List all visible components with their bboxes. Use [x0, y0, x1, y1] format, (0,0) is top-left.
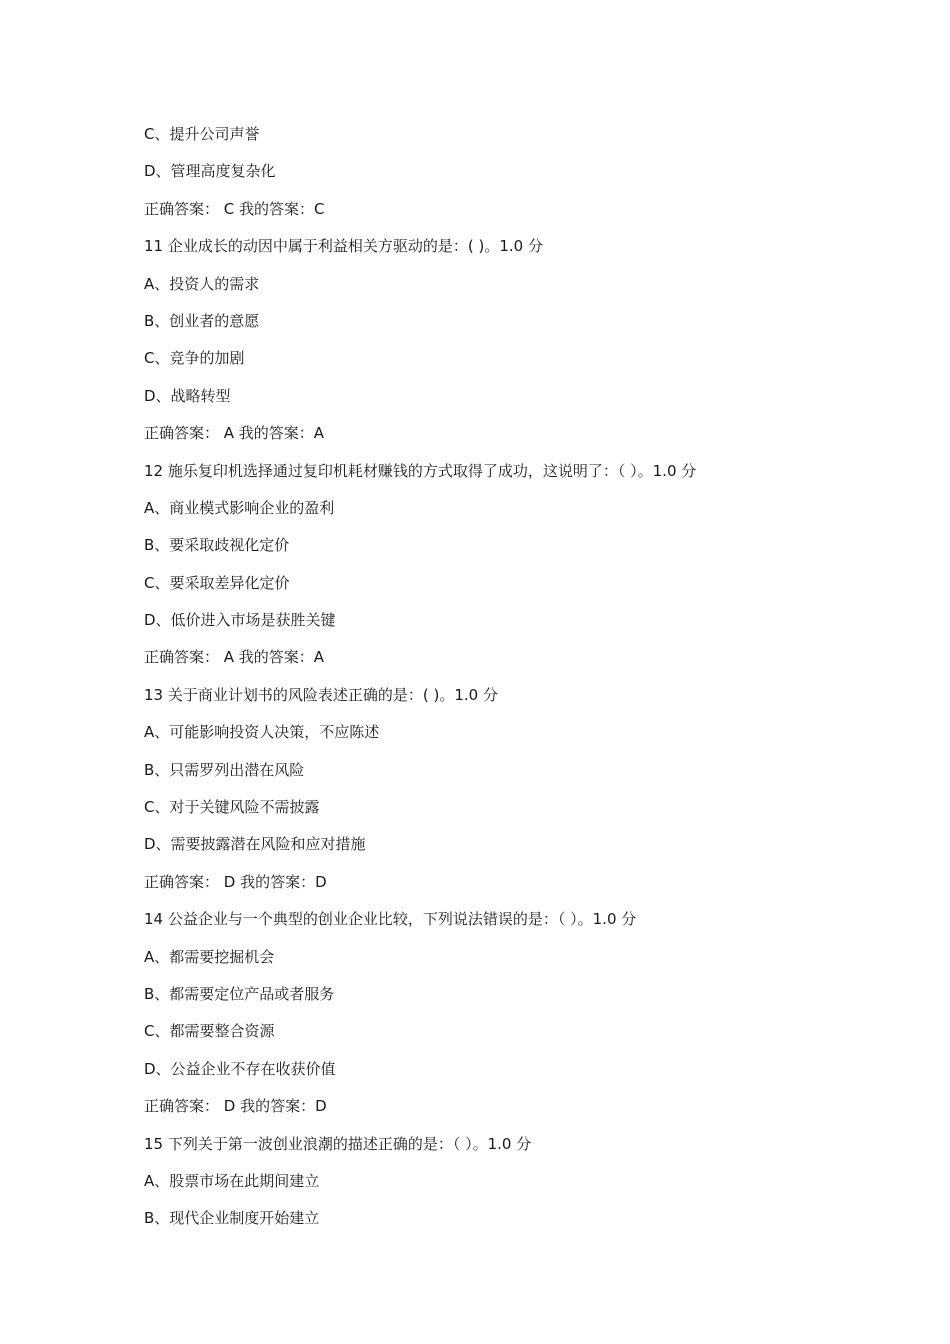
answer-line: 正确答案： D 我的答案：D [144, 872, 327, 891]
option-text: D、需要披露潜在风险和应对措施 [144, 835, 366, 854]
option-text: A、都需要挖掘机会 [144, 947, 275, 966]
question-text: 13 关于商业计划书的风险表述正确的是：( )。1.0 分 [144, 685, 498, 704]
option-text: C、要采取差异化定价 [144, 573, 290, 592]
option-text: C、对于关键风险不需披露 [144, 798, 320, 817]
option-text: A、股票市场在此期间建立 [144, 1171, 320, 1190]
option-text: C、提升公司声誉 [144, 125, 260, 143]
option-text: D、低价进入市场是获胜关键 [144, 611, 336, 630]
question-text: 14 公益企业与一个典型的创业企业比较，下列说法错误的是：（ ）。1.0 分 [144, 910, 637, 929]
option-text: B、创业者的意愿 [144, 311, 260, 330]
question-text: 11 企业成长的动因中属于利益相关方驱动的是：( )。1.0 分 [144, 237, 543, 256]
option-text: A、可能影响投资人决策，不应陈述 [144, 723, 380, 742]
option-text: C、竞争的加剧 [144, 349, 245, 368]
answer-line: 正确答案： A 我的答案：A [144, 648, 325, 667]
answer-line: 正确答案： C 我的答案：C [144, 199, 325, 218]
option-text: D、战略转型 [144, 386, 231, 405]
answer-line: 正确答案： A 我的答案：A [144, 424, 325, 443]
question-list [144, 120, 844, 1242]
option-text: A、投资人的需求 [144, 274, 260, 293]
option-text: A、商业模式影响企业的盈利 [144, 498, 335, 517]
option-text: C、都需要整合资源 [144, 1022, 275, 1041]
answer-line: 正确答案： D 我的答案：D [144, 1097, 327, 1116]
question-text: 12 施乐复印机选择通过复印机耗材赚钱的方式取得了成功，这说明了：（ ）。1.0 分 [144, 461, 697, 480]
question-text: 15 下列关于第一波创业浪潮的描述正确的是：（ ）。1.0 分 [144, 1134, 532, 1153]
option-text: B、现代企业制度开始建立 [144, 1209, 320, 1228]
option-text: D、公益企业不存在收获价值 [144, 1059, 336, 1078]
option-text: D、管理高度复杂化 [144, 162, 276, 181]
option-text: B、要采取歧视化定价 [144, 536, 290, 555]
option-text: B、只需罗列出潜在风险 [144, 760, 305, 779]
option-text: B、都需要定位产品或者服务 [144, 984, 335, 1003]
